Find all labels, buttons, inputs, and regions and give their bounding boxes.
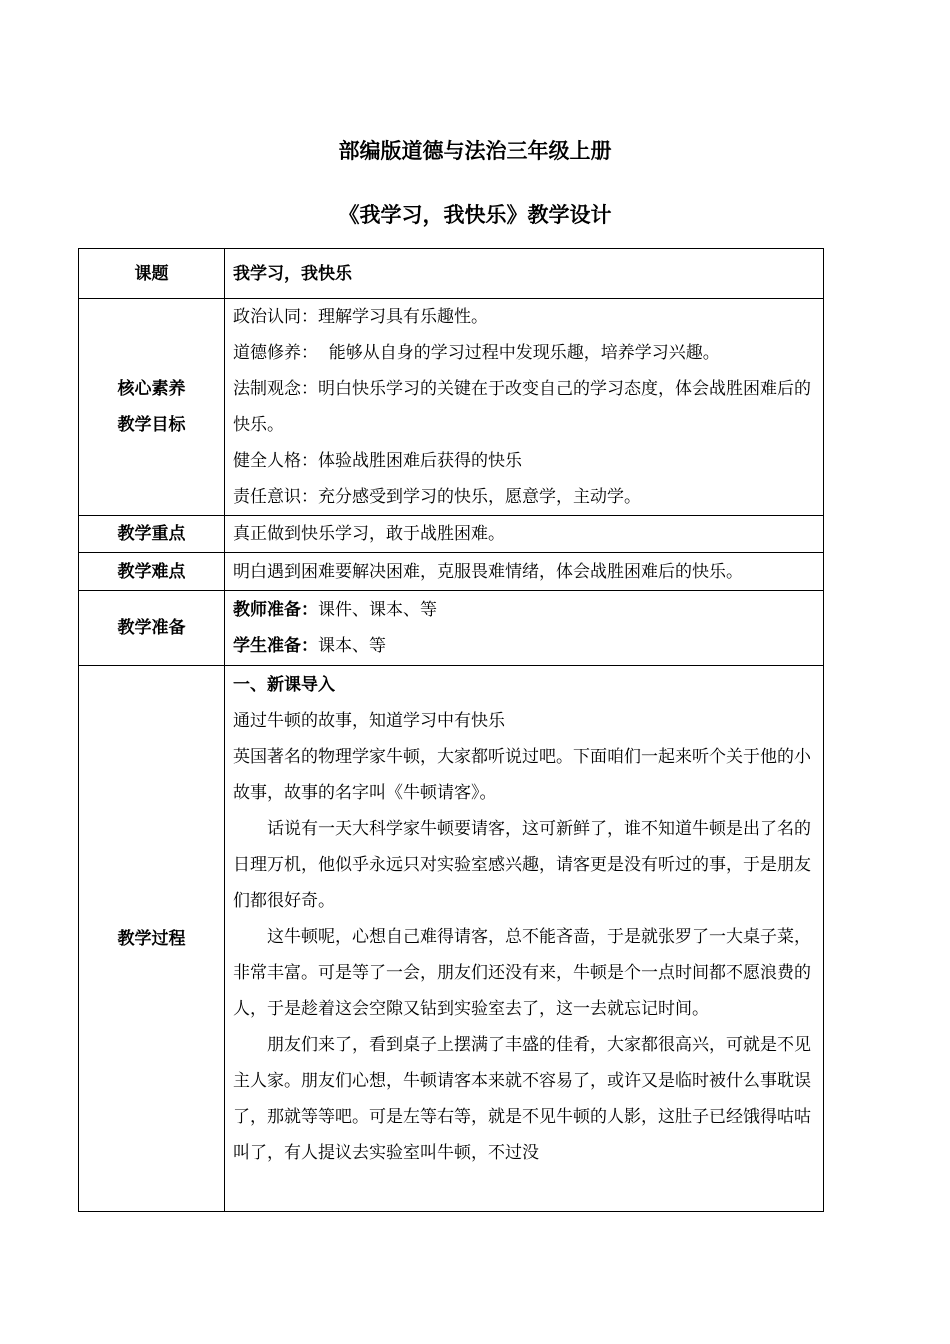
goal-item: 责任意识：充分感受到学习的快乐，愿意学，主动学。: [233, 487, 641, 507]
table-row-goals: [79, 299, 824, 516]
goal-item: 政治认同：理解学习具有乐趣性。: [233, 307, 488, 327]
prep-student-label: 学生准备：: [233, 636, 318, 656]
goal-item: 健全人格：体验战胜困难后获得的快乐: [233, 451, 522, 471]
table-row-prep: [79, 591, 824, 666]
difficulty-label: 教学难点: [79, 553, 225, 591]
goals-value: [225, 299, 824, 516]
table-row-key: [79, 516, 824, 553]
prep-teacher-value: 课件、课本、等: [318, 600, 437, 620]
process-value: [225, 666, 824, 1212]
process-paragraph: 通过牛顿的故事，知道学习中有快乐: [233, 710, 505, 731]
key-value: 真正做到快乐学习，敢于战胜困难。: [225, 516, 824, 553]
process-paragraph: 朋友们来了，看到桌子上摆满了丰盛的佳肴，大家都很高兴，可就是不见主人家。朋友们心想，牛顿请客本来就不容易了，或许又是临时被什么事耽误了，那就等等吧。可是左等右等，就是不见牛顿的人影，这肚子已经饿得咕咕叫了，有人提议去实验室叫牛顿，不过没: [233, 1034, 811, 1163]
goals-label: [79, 299, 225, 516]
prep-value: [225, 591, 824, 666]
process-paragraph: 英国著名的物理学家牛顿，大家都听说过吧。下面咱们一起来听个关于他的小故事，故事的名字叫《牛顿请客》。: [233, 746, 811, 803]
process-content: [233, 667, 815, 1211]
process-label: 教学过程: [79, 666, 225, 1212]
document-subtitle: 《我学习，我快乐》教学设计: [338, 203, 612, 227]
prep-label: 教学准备: [79, 591, 225, 666]
prep-student-value: 课本、等: [318, 636, 386, 656]
document-title: 部编版道德与法治三年级上册: [338, 139, 612, 163]
process-heading: 一、新课导入: [233, 674, 335, 695]
prep-teacher-label: 教师准备：: [233, 600, 318, 620]
key-label: 教学重点: [79, 516, 225, 553]
table-row-process: [79, 666, 824, 1212]
process-paragraph: 这牛顿呢，心想自己难得请客，总不能吝啬，于是就张罗了一大桌子菜，非常丰富。可是等了一会，朋友们还没有来，牛顿是个一点时间都不愿浪费的人，于是趁着这会空隙又钻到实验室去了，这一去就忘记时间。: [233, 926, 811, 1019]
goal-item: 法制观念：明白快乐学习的关键在于改变自己的学习态度，体会战胜困难后的快乐。: [233, 379, 811, 435]
topic-label: 课题: [79, 249, 225, 299]
table-row-difficulty: [79, 553, 824, 591]
goals-label-line-2: 教学目标: [117, 415, 186, 435]
goals-label-line-1: 核心素养: [117, 379, 186, 399]
lesson-plan-table: [78, 248, 824, 1212]
difficulty-value: 明白遇到困难要解决困难，克服畏难情绪，体会战胜困难后的快乐。: [225, 553, 824, 591]
prep-student: [233, 628, 815, 664]
process-paragraph: 话说有一天大科学家牛顿要请客，这可新鲜了，谁不知道牛顿是出了名的日理万机，他似乎永远只对实验室感兴趣，请客更是没有听过的事，于是朋友们都很好奇。: [233, 818, 811, 911]
prep-teacher: [233, 592, 815, 628]
table-row-topic: [79, 249, 824, 299]
goal-item: 道德修养： 能够从自身的学习过程中发现乐趣，培养学习兴趣。: [233, 343, 720, 363]
topic-value: 我学习，我快乐: [225, 249, 824, 299]
